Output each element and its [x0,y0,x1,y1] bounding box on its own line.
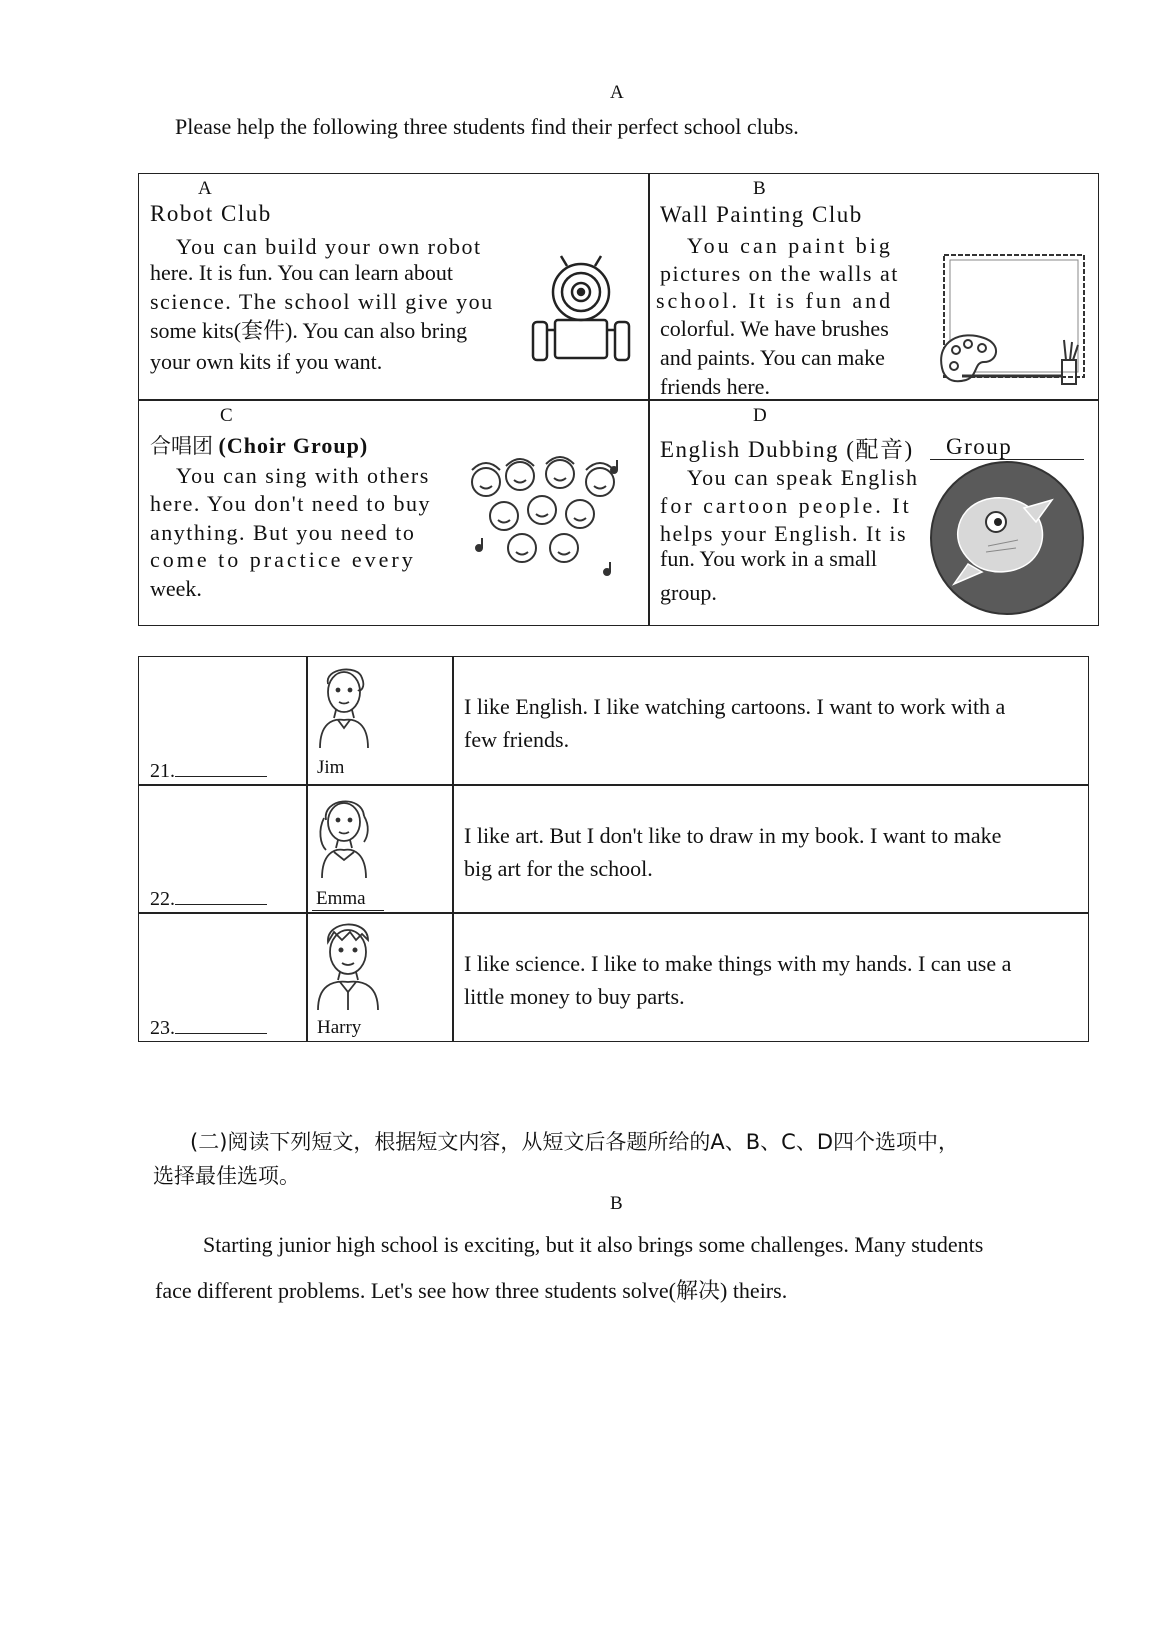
student-text: few friends. [464,727,570,752]
club-a-line: here. It is fun. You can learn about [150,260,454,285]
club-b-line: pictures on the walls at [660,261,899,286]
club-d-line: fun. You work in a small [660,546,877,571]
students-table-divider [138,912,1089,914]
passage-line: Starting junior high school is exciting, but it also brings some challenges. Many students [203,1232,984,1257]
club-b-line: friends here. [660,374,770,399]
student-name: Harry [317,1017,362,1038]
students-table-divider [138,784,1089,786]
singing-kids-icon [462,452,634,580]
answer-blank[interactable] [175,758,267,777]
club-c-line: anything. But you need to [150,520,416,545]
student-name: Emma [316,888,366,909]
section-intro: Please help the following three students find their perfect school clubs. [175,114,799,139]
club-c-line: You can sing with others [176,463,430,488]
answer-blank[interactable] [175,1015,267,1034]
club-d-title-extra: Group [946,434,1013,459]
club-d-line: for cartoon people. It [660,493,912,518]
answer-21[interactable] [150,758,267,783]
club-b-line: You can paint big [687,233,893,258]
club-a-line: your own kits if you want. [150,349,383,374]
student-text: I like art. But I don't like to draw in my book. I want to make [464,823,1002,848]
students-table-divider [306,656,308,1042]
girl-avatar-icon [314,790,376,882]
club-b-title: Wall Painting Club [660,202,863,227]
club-b-line: and paints. You can make [660,345,885,370]
section-heading: A [610,82,624,103]
student-name: Jim [317,757,345,778]
passage-line: face different problems. Let's see how three students solve(解决) theirs. [155,1278,788,1303]
club-c-line: come to practice every [150,547,416,572]
club-d-line: group. [660,580,717,605]
club-b-letter: B [753,178,766,199]
section-instruction: 选择最佳选项。 [153,1164,300,1188]
club-c-line: week. [150,576,202,601]
club-c-title [150,430,368,460]
question-number: 21. [150,760,175,782]
club-a-line: You can build your own robot [176,234,482,259]
section-heading: B [610,1193,623,1214]
club-a-title: Robot Club [150,201,272,226]
boy-avatar-icon [314,662,376,752]
answer-23[interactable] [150,1015,267,1040]
club-d-letter: D [753,405,767,426]
club-c-letter: C [220,405,233,426]
club-b-line: colorful. We have brushes [660,316,889,341]
name-underline [312,910,384,911]
club-c-line: here. You don't need to buy [150,491,431,516]
club-c-title-cn: 合唱团 [150,434,213,458]
question-number: 22. [150,888,175,910]
club-c-title-en: (Choir Group) [218,433,369,458]
cartoon-bird-icon [928,460,1086,616]
answer-22[interactable] [150,886,267,911]
club-a-line: science. The school will give you [150,289,494,314]
robot-icon [525,252,637,364]
club-d-line: helps your English. It is [660,521,908,546]
student-text: I like science. I like to make things with my hands. I can use a [464,951,1012,976]
students-table-divider [452,656,454,1042]
paint-palette-icon [932,250,1092,392]
student-text: little money to buy parts. [464,984,685,1009]
section-instruction: (二)阅读下列短文，根据短文内容，从短文后各题所给的A、B、C、D四个选项中， [190,1130,959,1154]
student-text: big art for the school. [464,856,653,881]
club-b-line: school. It is fun and [656,288,894,313]
student-text: I like English. I like watching cartoons. I want to work with a [464,694,1006,719]
clubs-table-divider [138,399,1099,401]
answer-blank[interactable] [175,886,267,905]
club-d-line: You can speak English [687,465,919,490]
club-a-line: some kits(套件). You can also bring [150,318,468,343]
club-d-title: English Dubbing (配音) [660,437,914,462]
club-a-letter: A [198,178,212,199]
boy-avatar-icon [312,916,384,1012]
question-number: 23. [150,1017,175,1039]
